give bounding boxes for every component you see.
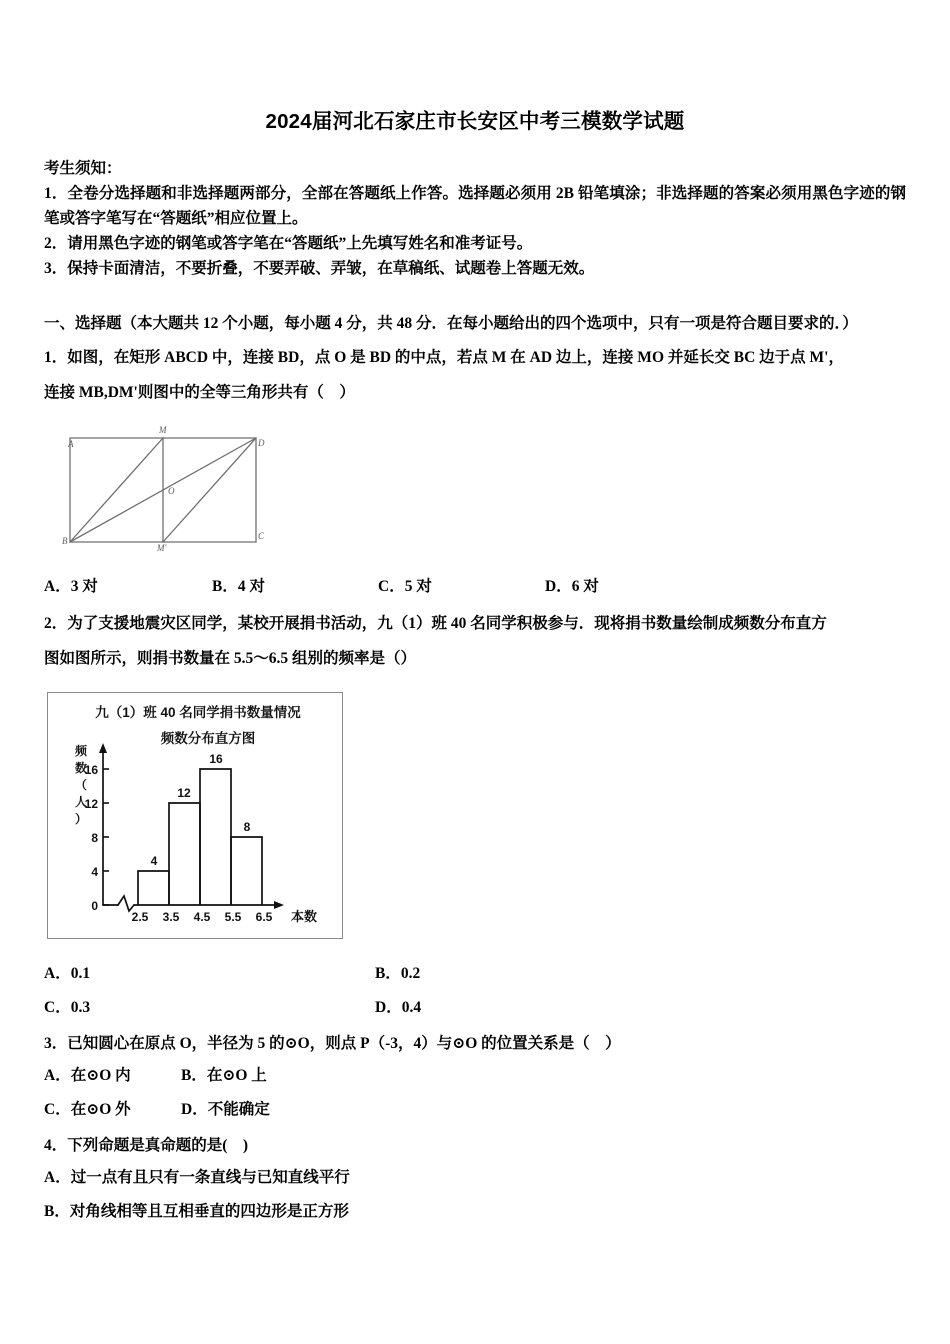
question-3-options-row-2	[44, 1093, 906, 1127]
svg-text:人: 人	[75, 794, 88, 809]
histogram-bar-4	[231, 837, 262, 905]
frequency-histogram-figure	[47, 692, 343, 939]
xtick-6-5: 6.5	[255, 909, 273, 924]
page-title: 2024届河北石家庄市长安区中考三模数学试题	[265, 110, 685, 133]
question-4-options-row-2	[44, 1195, 906, 1229]
question-1-option-d[interactable]: D．6 对	[545, 577, 599, 595]
xtick-4-5: 4.5	[193, 909, 211, 924]
xtick-3-5: 3.5	[162, 909, 180, 924]
xtick-5-5: 5.5	[224, 909, 242, 924]
xtick-2-5: 2.5	[131, 909, 149, 924]
histogram-bar-2	[169, 803, 200, 905]
question-2-option-c[interactable]: C．0.3	[44, 998, 91, 1016]
notice-item-3: 3．保持卡面清洁，不要折叠，不要弄破、弄皱，在草稿纸、试题卷上答题无效。	[44, 259, 595, 277]
ytick-12: 12	[84, 796, 98, 811]
page-content	[44, 0, 906, 1229]
notice-item-1: 1．全卷分选择题和非选择题两部分，全部在答题纸上作答。选择题必须用 2B 铅笔填涂；非选择题的答案必须用黑色字迹的钢笔或答字笔写在“答题纸”相应位置上。	[44, 184, 906, 227]
notice-heading: 考生须知：	[44, 159, 122, 177]
figure-label-M: M	[159, 424, 167, 435]
chart-ylabel	[75, 743, 88, 826]
question-3-line-1: 3．已知圆心在原点 O，半径为 5 的⊙O，则点 P（-3，4）与⊙O 的位置关系是（ ）	[44, 1034, 621, 1052]
chart-title: 九（1）班 40 名同学捐书数量情况	[95, 704, 301, 720]
question-1-option-c[interactable]: C．5 对	[378, 577, 432, 595]
notice-item-2: 2．请用黑色字迹的钢笔或答字笔在“答题纸”上先填写姓名和准考证号。	[44, 234, 533, 252]
svg-text:频: 频	[75, 743, 88, 758]
question-2-line-1: 2．为了支援地震灾区同学，某校开展捐书活动，九（1）班 40 名同学积极参与．现将捐书数量绘制成频数分布直方	[44, 614, 827, 632]
question-4-option-a[interactable]: A．过一点有且只有一条直线与已知直线平行	[44, 1169, 350, 1187]
bar-value-2: 12	[177, 785, 191, 800]
question-3-option-b[interactable]: B．在⊙O 上	[181, 1066, 267, 1084]
ytick-8: 8	[91, 830, 98, 845]
section-heading-choice: 一、选择题（本大题共 12 个小题，每小题 4 分，共 48 分．在每小题给出的四个选项中，只有一项是符合题目要求的．）	[44, 315, 858, 333]
question-1-line-1: 1．如图，在矩形 ABCD 中，连接 BD，点 O 是 BD 的中点，若点 M 在 AD 边上，连接 MO 并延长交 BC 边于点 M'，	[44, 348, 844, 366]
svg-text:（: （	[75, 777, 88, 792]
figure-label-M-prime: M'	[157, 542, 167, 552]
figure-label-C: C	[258, 530, 265, 541]
chart-xlabel: 本数	[291, 908, 318, 924]
question-4-line-1: 4．下列命题是真命题的是( )	[44, 1136, 249, 1154]
bar-value-3: 16	[209, 751, 223, 766]
question-2-option-b[interactable]: B．0.2	[375, 964, 421, 982]
rectangle-abcd-figure	[60, 420, 275, 552]
bar-value-1: 4	[150, 853, 158, 868]
question-3-option-a[interactable]: A．在⊙O 内	[44, 1066, 131, 1084]
question-3-option-c[interactable]: C．在⊙O 外	[44, 1100, 131, 1118]
question-4-options-row-1	[44, 1161, 906, 1195]
question-1-option-a[interactable]: A．3 对	[44, 577, 98, 595]
ytick-4: 4	[91, 864, 98, 879]
x-axis-arrow	[274, 901, 284, 909]
question-2-options-row-2	[44, 991, 906, 1025]
question-2-option-d[interactable]: D．0.4	[375, 998, 422, 1016]
question-2-options-row-1	[44, 957, 906, 991]
histogram-bar-1	[138, 871, 169, 905]
ytick-16: 16	[84, 762, 98, 777]
question-1-line-2: 连接 MB,DM'则图中的全等三角形共有（ ）	[44, 383, 355, 401]
chart-subtitle: 频数分布直方图	[160, 730, 256, 746]
question-4-option-b[interactable]: B．对角线相等且互相垂直的四边形是正方形	[44, 1203, 349, 1221]
question-2-line-2: 图如图所示，则捐书数量在 5.5～6.5 组别的频率是（）	[44, 649, 417, 667]
y-axis-arrow	[99, 743, 107, 753]
svg-text:）: ）	[75, 811, 88, 826]
figure-label-D: D	[258, 437, 265, 448]
figure-label-B: B	[62, 535, 68, 546]
svg-text:数: 数	[75, 760, 88, 775]
figure-label-A: A	[68, 438, 74, 449]
ytick-0: 0	[91, 898, 98, 913]
question-1-option-b[interactable]: B．4 对	[212, 577, 265, 595]
question-1-options	[44, 570, 906, 604]
question-3-options-row-1	[44, 1059, 906, 1093]
figure-label-O: O	[168, 485, 175, 496]
question-3-option-d[interactable]: D．不能确定	[181, 1100, 270, 1118]
bar-value-4: 8	[243, 819, 251, 834]
histogram-bar-3	[200, 769, 231, 905]
question-2-option-a[interactable]: A．0.1	[44, 964, 91, 982]
